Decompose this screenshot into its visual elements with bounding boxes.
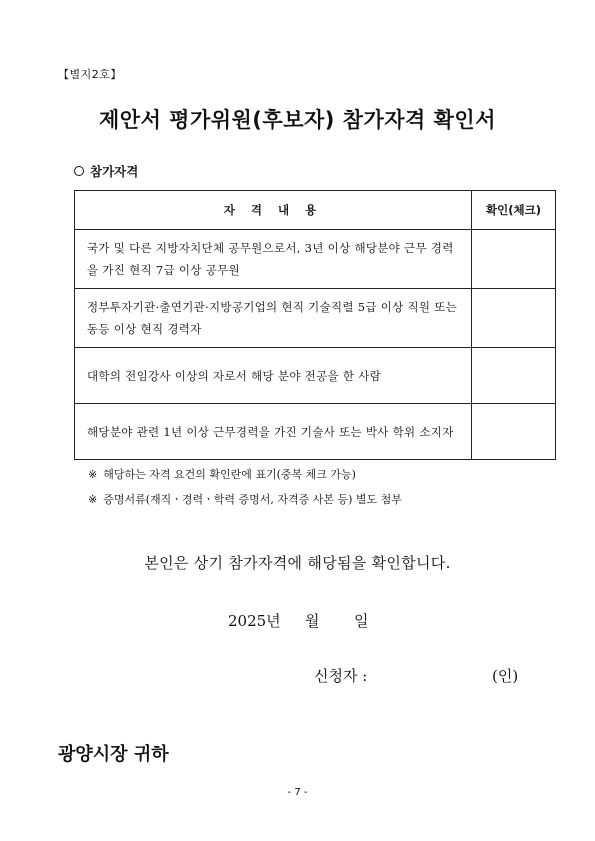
note-item [88, 462, 402, 487]
check-cell[interactable] [472, 404, 556, 460]
note-text: 증명서류(재직ㆍ경력ㆍ학력 증명서, 자격증 사본 등) 별도 첨부 [103, 493, 402, 506]
header-check: 확인(체크) [472, 191, 556, 230]
qualification-text: 정부투자기관·출연기관·지방공기업의 현직 기술직렬 5급 이상 직원 또는 동등 이상 현직 경력자 [75, 289, 472, 348]
date-month: 월 [305, 612, 320, 630]
reference-mark-icon: ※ [88, 493, 98, 506]
seal-mark: (인) [492, 667, 519, 685]
addressee: 광양시장 귀하 [58, 744, 169, 765]
qualification-table [74, 190, 556, 460]
check-cell[interactable] [472, 230, 556, 289]
qualification-text: 대학의 전임강사 이상의 자로서 해당 분야 전공을 한 사람 [75, 348, 472, 404]
section-heading-label: 참가자격 [90, 164, 139, 179]
note-item [88, 487, 402, 512]
circle-bullet-icon [74, 166, 84, 176]
table-row [75, 230, 556, 289]
notes [88, 462, 402, 512]
date-year: 2025년 [228, 612, 281, 630]
document-title: 제안서 평가위원(후보자) 참가자격 확인서 [99, 108, 496, 132]
table-row [75, 348, 556, 404]
qualification-text: 국가 및 다른 지방자치단체 공무원으로서, 3년 이상 해당분야 근무 경력을 가진 현직 7급 이상 공무원 [75, 230, 472, 289]
qualification-text: 해당분야 관련 1년 이상 근무경력을 가진 기술사 또는 박사 학위 소지자 [75, 404, 472, 460]
check-cell[interactable] [472, 289, 556, 348]
table-row [75, 289, 556, 348]
date-day: 일 [354, 612, 369, 630]
section-heading [74, 162, 138, 180]
confirmation-statement: 본인은 상기 참가자격에 해당됨을 확인합니다. [144, 554, 451, 572]
note-text: 해당하는 자격 요건의 확인란에 표기(중복 체크 가능) [103, 468, 356, 481]
form-number-tag: 【별지2호】 [58, 68, 122, 81]
header-qualification-content: 자 격 내 용 [75, 191, 472, 230]
page-number: - 7 - [287, 787, 308, 798]
reference-mark-icon: ※ [88, 468, 98, 481]
table-header-row [75, 191, 556, 230]
check-cell[interactable] [472, 348, 556, 404]
table-row [75, 404, 556, 460]
applicant-label: 신청자 : [314, 667, 368, 685]
